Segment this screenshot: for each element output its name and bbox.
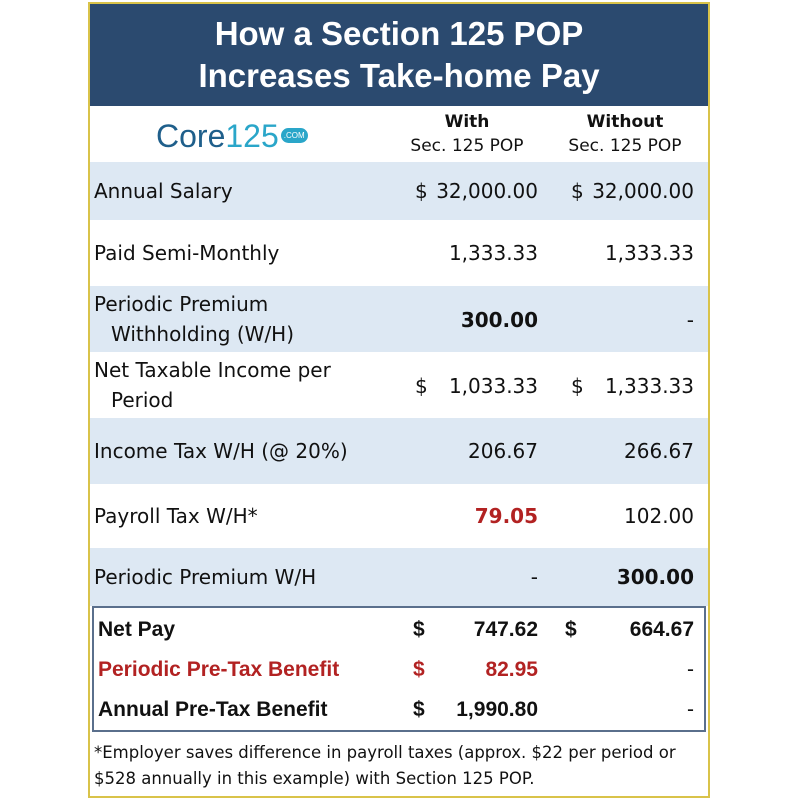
value-without: 1,333.33 bbox=[604, 374, 694, 398]
summary-row-periodic-benefit bbox=[94, 650, 704, 690]
value-without: - bbox=[687, 698, 694, 721]
table-row-net-taxable-income bbox=[90, 352, 708, 418]
value-without: 266.67 bbox=[624, 439, 694, 463]
table-row-periodic-premium-withholding bbox=[90, 286, 708, 352]
currency-symbol: $ bbox=[415, 179, 428, 203]
currency-symbol: $ bbox=[571, 374, 584, 398]
value-without: - bbox=[686, 308, 694, 332]
column-header-without: Without Sec. 125 POP bbox=[568, 112, 682, 156]
value-with: 79.05 bbox=[474, 504, 538, 528]
value-with: 32,000.00 bbox=[436, 179, 538, 203]
row-label: Payroll Tax W/H* bbox=[94, 504, 258, 528]
title-line-1: How a Section 125 POP bbox=[214, 15, 584, 52]
value-with: 82.95 bbox=[485, 658, 538, 681]
table-row-periodic-premium-wh bbox=[90, 548, 708, 606]
row-label: Annual Salary bbox=[94, 179, 233, 203]
row-label: Periodic Pre-Tax Benefit bbox=[98, 658, 340, 681]
value-with: - bbox=[530, 565, 538, 589]
summary-row-annual-benefit bbox=[94, 690, 704, 730]
summary-box bbox=[92, 606, 706, 732]
currency-symbol: $ bbox=[413, 658, 425, 681]
value-without: 102.00 bbox=[624, 504, 694, 528]
summary-row-net-pay bbox=[94, 610, 704, 650]
value-without: 664.67 bbox=[629, 618, 694, 641]
row-label: Annual Pre-Tax Benefit bbox=[98, 698, 328, 721]
currency-symbol: $ bbox=[565, 618, 577, 641]
table-row-payroll-tax bbox=[90, 484, 708, 548]
value-with: 206.67 bbox=[468, 439, 538, 463]
table-row-annual-salary bbox=[90, 162, 708, 220]
page-title bbox=[90, 4, 708, 106]
value-with: 1,990.80 bbox=[456, 698, 538, 721]
row-label: Net Pay bbox=[98, 618, 176, 641]
value-without: - bbox=[687, 658, 694, 681]
row-label: Periodic Premium Withholding (W/H) bbox=[94, 292, 295, 346]
value-with: 300.00 bbox=[460, 308, 538, 332]
infographic-frame bbox=[88, 2, 710, 798]
value-without: 32,000.00 bbox=[592, 179, 694, 203]
row-label: Periodic Premium W/H bbox=[94, 565, 317, 589]
currency-symbol: $ bbox=[413, 698, 425, 721]
table-row-paid-semi-monthly bbox=[90, 220, 708, 286]
table-row-income-tax bbox=[90, 418, 708, 484]
title-line-2: Increases Take-home Pay bbox=[198, 57, 600, 94]
row-label: Income Tax W/H (@ 20%) bbox=[94, 439, 348, 463]
core125-logo: Core125 .COM bbox=[156, 118, 308, 154]
currency-symbol: $ bbox=[413, 618, 425, 641]
value-without: 300.00 bbox=[616, 565, 694, 589]
footnote: *Employer saves difference in payroll taxes (approx. $22 per period or $528 annually in this example) with Section 125 POP. bbox=[94, 743, 676, 788]
currency-symbol: $ bbox=[415, 374, 428, 398]
currency-symbol: $ bbox=[571, 179, 584, 203]
row-label: Paid Semi-Monthly bbox=[94, 241, 280, 265]
value-with: 1,033.33 bbox=[448, 374, 538, 398]
value-without: 1,333.33 bbox=[604, 241, 694, 265]
value-with: 747.62 bbox=[473, 618, 538, 641]
column-header-with: With Sec. 125 POP bbox=[410, 112, 524, 156]
value-with: 1,333.33 bbox=[448, 241, 538, 265]
table-header bbox=[90, 106, 708, 162]
row-label: Net Taxable Income per Period bbox=[94, 358, 331, 412]
